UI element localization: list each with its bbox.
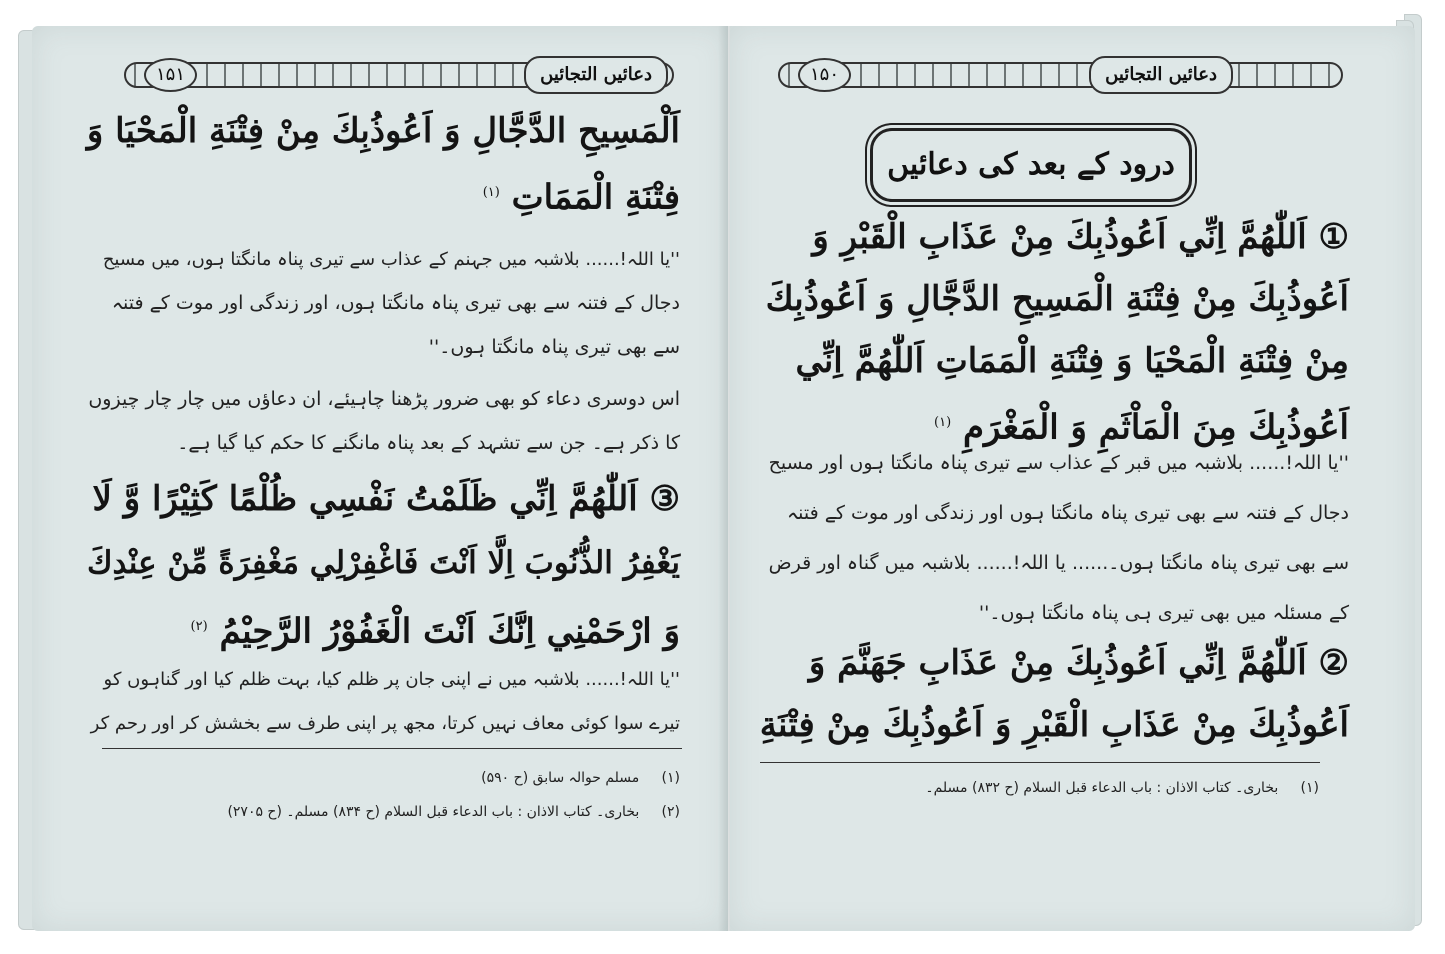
arabic-line: ① اَللّٰهُمَّ اِنِّي اَعُوذُبِكَ مِنْ عَذَابِ الْقَبْرِ وَ <box>812 217 1349 257</box>
arabic-text: وَ ارْحَمْنِي اِنَّكَ اَنْتَ الْغَفُوْرُ الرَّحِيْمُ <box>219 611 680 652</box>
page-header <box>778 56 1343 96</box>
arabic-line: ② اَللّٰهُمَّ اِنِّي اَعُوذُبِكَ مِنْ عَذَابِ جَهَنَّمَ وَ <box>808 643 1349 683</box>
urdu-line: کے مسئلہ میں بھی تیری ہی پناہ مانگتا ہوں۔'' <box>978 602 1349 624</box>
page-number: ۱۵۱ <box>144 58 197 92</box>
open-book <box>18 8 1428 948</box>
header-title: دعائیں التجائیں <box>524 56 668 94</box>
footnote-text: بخاری۔ کتاب الاذان : باب الدعاء قبل السلام (ح ۸۳۴) مسلم۔ (ح ۲۷۰۵) <box>227 804 640 820</box>
footnote-number: (۲) <box>661 804 680 820</box>
footnote-rule <box>760 762 1320 763</box>
arabic-line: اَعُوذُبِكَ مِنْ عَذَابِ الْقَبْرِ وَ اَعُوذُبِكَ مِنْ فِتْنَةِ <box>759 705 1349 745</box>
urdu-line: تیرے سوا کوئی معاف نہیں کرتا، مجھ پر اپنی طرف سے بخشش کر اور رحم کر <box>90 713 680 734</box>
urdu-line: اس دوسری دعاء کو بھی ضرور پڑھنا چاہیئے، ان دعاؤں میں چار چار چیزوں <box>88 388 680 410</box>
section-heading: درود کے بعد کی دعائیں <box>887 147 1175 182</box>
arabic-line: يَغْفِرُ الذُّنُوبَ اِلَّا اَنْتَ فَاغْفِرْلِي مَغْفِرَةً مِّنْ عِنْدِكَ <box>86 545 680 581</box>
page-header <box>124 56 674 96</box>
footnote <box>227 802 680 822</box>
footnote-text: مسلم حوالہ سابق (ح ۵۹۰) <box>481 770 640 786</box>
arabic-line: ③ اَللّٰهُمَّ اِنِّي ظَلَمْتُ نَفْسِي ظُلْمًا كَثِيْرًا وَّ لَا <box>92 479 680 519</box>
urdu-line: ''یا اللہ!...... بلاشبہ میں جہنم کے عذاب سے تیری پناہ مانگتا ہوں، میں مسیح <box>102 249 680 270</box>
arabic-line <box>191 602 680 656</box>
arabic-line: اَلْمَسِيحِ الدَّجَّالِ وَ اَعُوذُبِكَ مِنْ فِتْنَةِ الْمَحْيَا وَ <box>86 111 680 151</box>
urdu-line: ''یا اللہ!...... بلاشبہ میں نے اپنی جان پر ظلم کیا، بہت ظلم کیا اور گناہوں کو <box>103 669 680 690</box>
footnote-number: (۱) <box>1300 780 1319 796</box>
urdu-line: سے بھی تیری پناہ مانگتا ہوں۔...... یا اللہ!...... بلاشبہ میں گناہ اور قرض <box>768 552 1349 574</box>
section-heading-box <box>870 128 1192 202</box>
header-title: دعائیں التجائیں <box>1089 56 1233 94</box>
footnote-marker: (۱) <box>482 185 500 200</box>
footnote-rule <box>102 748 682 749</box>
urdu-line: کا ذکر ہے۔ جن سے تشہد کے بعد پناہ مانگنے کا حکم کیا گیا ہے۔ <box>177 432 680 454</box>
urdu-line: ''یا اللہ!...... بلاشبہ میں قبر کے عذاب سے تیری پناہ مانگتا ہوں اور مسیح <box>768 452 1349 474</box>
footnote <box>925 778 1319 798</box>
right-page <box>730 26 1415 931</box>
arabic-text: فِتْنَةِ الْمَمَاتِ <box>511 177 680 218</box>
arabic-text: اَعُوذُبِكَ مِنَ الْمَاْثَمِ وَ الْمَغْرَمِ <box>962 407 1349 448</box>
footnote-text: بخاری۔ کتاب الاذان : باب الدعاء قبل السلام (ح ۸۳۲) مسلم۔ <box>925 780 1279 796</box>
ornament-band <box>778 62 1343 88</box>
footnote-number: (۱) <box>661 770 680 786</box>
arabic-line <box>934 398 1349 452</box>
urdu-line: سے بھی تیری پناہ مانگتا ہوں۔'' <box>428 336 680 358</box>
page-number: ۱۵۰ <box>798 58 851 92</box>
footnote-marker: (۲) <box>190 619 208 634</box>
left-page <box>32 26 728 931</box>
urdu-line: دجال کے فتنہ سے بھی تیری پناہ مانگتا ہوں، اور زندگی اور موت کے فتنہ <box>111 292 680 314</box>
arabic-line <box>483 168 680 222</box>
footnote <box>481 768 680 788</box>
footnote-marker: (۱) <box>934 415 952 430</box>
urdu-line: دجال کے فتنہ سے بھی تیری پناہ مانگتا ہوں اور زندگی اور موت کے فتنہ <box>787 502 1349 524</box>
arabic-line: مِنْ فِتْنَةِ الْمَحْيَا وَ فِتْنَةِ الْمَمَاتِ اَللّٰهُمَّ اِنِّي <box>795 341 1349 381</box>
arabic-line: اَعُوذُبِكَ مِنْ فِتْنَةِ الْمَسِيحِ الدَّجَّالِ وَ اَعُوذُبِكَ <box>765 279 1349 319</box>
